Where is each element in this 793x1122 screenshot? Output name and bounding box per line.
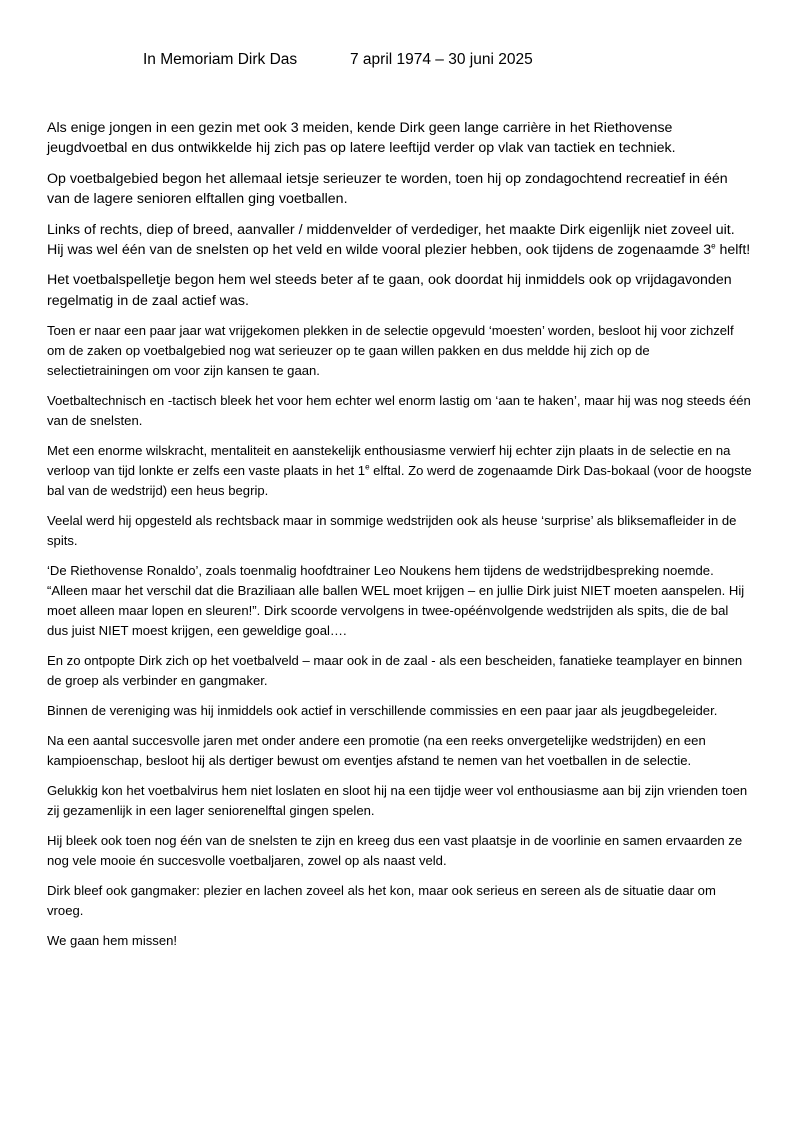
paragraph-5: Toen er naar een paar jaar wat vrijgekomen plekken in de selectie opgevuld ‘moesten’ worden, besloot hij voor zichzelf om de zaken op voetbalgebied nog wat serieuzer op te gaan willen pakken en dus meldde hij zich op de selectietrainingen om voor zijn kansen te gaan. (47, 323, 734, 379)
paragraph-7 (47, 441, 752, 501)
paragraph-16: We gaan hem missen! (47, 933, 178, 949)
paragraph-9: ‘De Riethovense Ronaldo’, zoals toenmalig hoofdtrainer Leo Noukens hem tijdens de wedstrijdbespreking noemde. “Alleen maar het verschil dat die Braziliaan alle ballen WEL moet krijgen – en jullie Dirk juist NIET moeten aanspelen. Hij moet alleen maar lopen en sleuren!”. Dirk scoorde vervolgens in twee-opéénvolgende wedstrijden als spits, die de bal dus juist NIET moest krijgen, een geweldige goal…. (47, 563, 745, 639)
life-dates: 7 april 1974 – 30 juni 2025 (350, 51, 533, 68)
paragraph-10: En zo ontpopte Dirk zich op het voetbalveld – maar ook in de zaal - als een bescheiden, fanatieke teamplayer en binnen de groep als verbinder en gangmaker. (47, 653, 743, 689)
paragraph-3 (47, 220, 752, 261)
paragraph-3-text-a: Links of rechts, diep of breed, aanvaller / middenvelder of verdediger, het maakte Dirk eigenlijk niet zoveel uit. Hij was wel één van de snelsten op het veld en wilde vooral plezier hebben, ook tijdens de zogenaamde 3 (47, 221, 735, 259)
document-body (47, 118, 752, 961)
memoriam-title: In Memoriam Dirk Das (143, 51, 298, 68)
paragraph-12: Na een aantal succesvolle jaren met onder andere een promotie (na een reeks onvergetelijke wedstrijden) en een kampioenschap, besloot hij als dertiger bewust om eventjes afstand te nemen van het voetballen in de selectie. (47, 733, 706, 769)
paragraph-14: Hij bleek ook toen nog één van de snelsten te zijn en kreeg dus een vast plaatsje in de voorlinie en samen ervaarden ze nog vele mooie én succesvolle voetbaljaren, zowel op als naast veld. (47, 833, 743, 869)
paragraph-13: Gelukkig kon het voetbalvirus hem niet loslaten en sloot hij na een tijdje weer vol enthousiasme aan bij zijn vrienden toen zij gezamenlijk in een lager seniorenelftal gingen spelen. (47, 783, 748, 819)
paragraph-7-text-a: Met een enorme wilskracht, mentaliteit en aanstekelijk enthousiasme verwierf hij echter zijn plaats in de selectie en na verloop van tijd lonkte er zelfs een vaste plaats in het 1 (47, 443, 731, 479)
paragraph-2: Op voetbalgebied begon het allemaal ietsje serieuzer te worden, toen hij op zondagochtend recreatief in één van de lagere senioren elftallen ging voetballen. (47, 170, 728, 208)
ordinal-superscript: e (711, 241, 716, 251)
paragraph-6: Voetbaltechnisch en -tactisch bleek het voor hem echter wel enorm lastig om ‘aan te haken’, maar hij was nog steeds één van de snelsten. (47, 393, 751, 429)
paragraph-7-text-b: elftal. Zo werd de zogenaamde Dirk Das-bokaal (voor de hoogste bal van de wedstrijd) een heus begrip. (47, 463, 752, 499)
paragraph-3-text-b: helft! (715, 242, 751, 259)
paragraph-11: Binnen de vereniging was hij inmiddels ook actief in verschillende commissies en een paar jaar als jeugdbegeleider. (47, 703, 718, 719)
document-header (143, 50, 533, 70)
ordinal-superscript: e (365, 462, 370, 472)
paragraph-4: Het voetbalspelletje begon hem wel steeds beter af te gaan, ook doordat hij inmiddels ook op vrijdagavonden regelmatig in de zaal actief was. (47, 272, 732, 309)
paragraph-8: Veelal werd hij opgesteld als rechtsback maar in sommige wedstrijden ook als heuse ‘surprise’ als bliksemafleider in de spits. (47, 513, 737, 549)
paragraph-15: Dirk bleef ook gangmaker: plezier en lachen zoveel als het kon, maar ook serieus en sereen als de situatie daar om vroeg. (47, 883, 716, 919)
paragraph-1: Als enige jongen in een gezin met ook 3 meiden, kende Dirk geen lange carrière in het Riethovense jeugdvoetbal en dus ontwikkelde hij zich pas op latere leeftijd verder op vlak van tactiek en techniek. (47, 120, 676, 157)
